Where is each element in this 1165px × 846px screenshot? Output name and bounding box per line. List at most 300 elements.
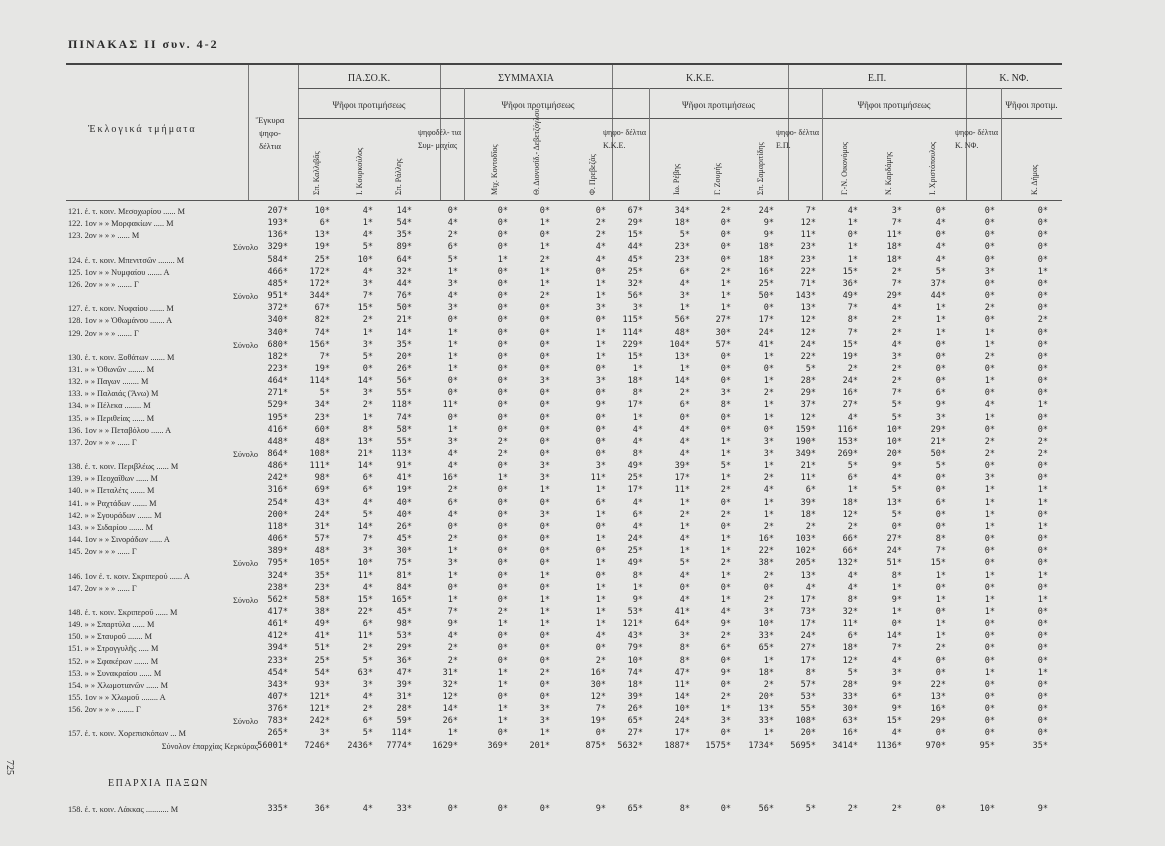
vote-cell: 0*	[1037, 254, 1048, 265]
vote-cell: 1887*	[664, 740, 690, 751]
vote-cell: 0*	[497, 230, 508, 241]
vote-cell: 69*	[314, 485, 330, 496]
vote-cell: 11*	[590, 473, 606, 484]
vote-cell: 35*	[396, 230, 412, 241]
vote-cell: 680*	[267, 339, 288, 350]
party-ballots-header: ψηφοδέλ- τια Συμ- μαχίας	[418, 128, 462, 150]
vote-cell: 529*	[267, 400, 288, 411]
vote-cell: 18*	[758, 667, 774, 678]
vote-cell: 0*	[984, 218, 995, 229]
vote-cell: 4*	[447, 631, 458, 642]
vote-cell: 2*	[891, 376, 902, 387]
vote-cell: 3*	[539, 704, 550, 715]
vote-cell: 4*	[362, 804, 373, 814]
vote-cell: 0*	[497, 643, 508, 654]
vote-cell: 14*	[674, 692, 690, 702]
vote-cell: 7*	[935, 546, 946, 557]
vote-cell: 2*	[984, 449, 995, 459]
vote-cell: 0*	[539, 388, 550, 399]
vote-cell: 0*	[595, 570, 606, 581]
vote-cell: 0*	[539, 692, 550, 702]
subtotal-label: Σύνολο	[232, 292, 258, 302]
vote-cell: 7*	[319, 351, 330, 362]
vote-cell: 24*	[758, 206, 774, 216]
vote-cell: 0*	[1037, 704, 1048, 715]
vote-cell: 316*	[267, 485, 288, 496]
vote-cell: 416*	[267, 424, 288, 435]
vote-cell: 1*	[720, 473, 731, 484]
vote-cell: 24*	[800, 631, 816, 642]
vote-cell: 0*	[595, 643, 606, 654]
table-row	[0, 425, 1165, 436]
vote-cell: 37*	[930, 278, 946, 289]
vote-cell: 0*	[1037, 351, 1048, 362]
vote-cell: 19*	[314, 363, 330, 374]
vote-cell: 0*	[497, 376, 508, 387]
vote-cell: 2*	[720, 558, 731, 569]
vote-cell: 5632*	[617, 740, 643, 751]
vote-cell: 0*	[935, 339, 946, 350]
vote-cell: 0*	[497, 804, 508, 814]
precinct-label: 137. 2ον » » » ...... Γ	[68, 437, 137, 447]
vote-cell: 0*	[935, 376, 946, 387]
vote-cell: 4*	[632, 424, 643, 435]
party-name: Ε.Π.	[867, 73, 887, 84]
vote-cell: 8*	[891, 570, 902, 581]
precinct-label: 149. » » Σπαρτύλα ...... Μ	[68, 620, 155, 630]
vote-cell: 19*	[396, 485, 412, 496]
vote-cell: 0*	[1037, 327, 1048, 338]
party-name: ΣΥΜΜΑΧΙΑ	[498, 73, 554, 84]
vote-cell: 0*	[984, 619, 995, 630]
vote-cell: 0*	[539, 436, 550, 447]
vote-cell: 60*	[314, 424, 330, 435]
precinct-label: 134. » » Πέλεκα ........ Μ	[68, 401, 151, 411]
vote-cell: 2*	[847, 363, 858, 374]
table-row	[0, 279, 1165, 290]
vote-cell: 3*	[447, 278, 458, 289]
vote-cell: 0*	[497, 339, 508, 350]
top-rule	[66, 63, 1062, 65]
vote-cell: 26*	[396, 521, 412, 532]
subtotal-label: Σύνολον ἐπαρχίας Κερκύρας	[161, 741, 258, 751]
vote-cell: 3*	[362, 278, 373, 289]
vote-cell: 13*	[800, 570, 816, 581]
vote-cell: 2*	[362, 704, 373, 715]
vote-cell: 45*	[627, 254, 643, 265]
vote-cell: 15*	[357, 303, 373, 314]
vote-cell: 98*	[314, 473, 330, 484]
vote-cell: 2*	[447, 643, 458, 654]
vote-cell: 8*	[679, 804, 690, 814]
vote-cell: 7774*	[386, 740, 412, 751]
vote-cell: 53*	[800, 692, 816, 702]
vote-cell: 0*	[447, 521, 458, 532]
vote-cell: 1*	[935, 619, 946, 630]
vote-cell: 1*	[595, 534, 606, 545]
vote-cell: 1*	[763, 412, 774, 423]
party-name: Κ. ΝΦ.	[999, 73, 1029, 84]
vote-cell: 108*	[309, 449, 330, 459]
precinct-label: 121. ἐ. τ. κοιν. Μεσοχωρίου ...... Μ	[68, 207, 186, 216]
vote-cell: 3*	[891, 206, 902, 216]
vote-cell: 49*	[627, 461, 643, 472]
vote-cell: 0*	[763, 363, 774, 374]
vote-cell: 2*	[763, 594, 774, 605]
vote-cell: 2*	[1037, 436, 1048, 447]
precinct-label: 128. 1ον » » Ὀθωμάνου ....... Α	[68, 316, 173, 326]
vote-cell: 12*	[442, 692, 458, 702]
vote-cell: 14*	[886, 631, 902, 642]
vote-cell: 39*	[627, 692, 643, 702]
vote-cell: 9*	[891, 704, 902, 715]
vote-cell: 26*	[627, 704, 643, 715]
vote-cell: 0*	[984, 242, 995, 253]
vote-cell: 28*	[396, 704, 412, 715]
vote-cell: 1*	[720, 570, 731, 581]
precinct-label: 131. » » Ὀθωνῶν ........ Μ	[68, 364, 155, 374]
vote-cell: 4*	[847, 570, 858, 581]
vote-cell: 0*	[984, 728, 995, 739]
vote-cell: 8*	[847, 315, 858, 326]
vote-cell: 0*	[447, 206, 458, 216]
preference-votes-header: Ψῆφοι προτιμήσεως	[857, 100, 931, 110]
vote-cell: 0*	[984, 291, 995, 302]
precinct-label: 155. 1ον » » Χλωμοῦ ........ Α	[68, 693, 166, 702]
vote-cell: 33*	[842, 692, 858, 702]
vote-cell: 0*	[720, 376, 731, 387]
vote-cell: 0*	[539, 558, 550, 569]
vote-cell: 9*	[935, 400, 946, 411]
vote-cell: 3*	[679, 631, 690, 642]
vote-cell: 0*	[935, 804, 946, 814]
vote-cell: 0*	[497, 558, 508, 569]
vote-cell: 172*	[309, 278, 330, 289]
vote-cell: 340*	[267, 327, 288, 338]
table-row	[0, 437, 1165, 448]
vote-cell: 1*	[984, 521, 995, 532]
table-row	[0, 510, 1165, 521]
vote-cell: 407*	[267, 692, 288, 702]
vote-cell: 35*	[1032, 740, 1048, 751]
vote-cell: 13*	[800, 303, 816, 314]
vote-cell: 0*	[935, 509, 946, 520]
vote-cell: 0*	[497, 351, 508, 362]
vote-cell: 2*	[891, 315, 902, 326]
vote-cell: 103*	[795, 534, 816, 545]
vote-cell: 254*	[267, 497, 288, 508]
vote-cell: 23*	[800, 242, 816, 253]
vote-cell: 115*	[622, 315, 643, 326]
vote-cell: 1*	[935, 327, 946, 338]
vote-cell: 0*	[984, 692, 995, 702]
vote-cell: 63*	[842, 716, 858, 727]
precinct-label: 154. » » Χλωμοτιανῶν ...... Μ	[68, 680, 168, 690]
vote-cell: 0*	[539, 412, 550, 423]
vote-cell: 9*	[595, 400, 606, 411]
vote-cell: 104*	[669, 339, 690, 350]
vote-cell: 57*	[800, 679, 816, 690]
vote-cell: 1*	[935, 303, 946, 314]
vote-cell: 3*	[720, 388, 731, 399]
vote-cell: 7*	[805, 206, 816, 216]
vote-cell: 4*	[679, 594, 690, 605]
vote-cell: 0*	[1037, 606, 1048, 617]
vote-cell: 4*	[632, 436, 643, 447]
vote-cell: 5*	[891, 400, 902, 411]
vote-cell: 1*	[720, 704, 731, 715]
vote-cell: 4*	[891, 339, 902, 350]
vote-cell: 11*	[842, 619, 858, 630]
vote-cell: 0*	[720, 363, 731, 374]
vote-cell: 2*	[595, 230, 606, 241]
vote-cell: 1*	[447, 351, 458, 362]
vote-cell: 0*	[720, 728, 731, 739]
vote-cell: 10*	[886, 424, 902, 435]
vote-cell: 17*	[800, 594, 816, 605]
vote-cell: 18*	[886, 242, 902, 253]
vote-cell: 18*	[758, 242, 774, 253]
precinct-label: 143. » » Σιδαρίου ....... Μ	[68, 522, 154, 532]
vote-cell: 20*	[758, 692, 774, 702]
vote-cell: 5*	[720, 461, 731, 472]
vote-cell: 2*	[720, 631, 731, 642]
vote-cell: 17*	[800, 655, 816, 666]
vote-cell: 8*	[632, 570, 643, 581]
table-row	[0, 607, 1165, 618]
vote-cell: 238*	[267, 582, 288, 593]
vote-cell: 3*	[763, 436, 774, 447]
vote-cell: 0*	[935, 606, 946, 617]
subtotal-label: Σύνολο	[232, 450, 258, 459]
vote-cell: 17*	[800, 619, 816, 630]
vote-cell: 13*	[758, 704, 774, 715]
table-row	[0, 485, 1165, 496]
vote-cell: 44*	[930, 291, 946, 302]
vote-cell: 32*	[627, 278, 643, 289]
vote-cell: 1*	[984, 485, 995, 496]
vote-cell: 5*	[891, 509, 902, 520]
vote-cell: 48*	[674, 327, 690, 338]
vote-cell: 0*	[447, 315, 458, 326]
vote-cell: 15*	[842, 266, 858, 277]
vote-cell: 113*	[391, 449, 412, 459]
vote-cell: 12*	[800, 315, 816, 326]
vote-cell: 5*	[319, 388, 330, 399]
vote-cell: 40*	[396, 509, 412, 520]
vote-cell: 8*	[679, 655, 690, 666]
vote-cell: 15*	[627, 351, 643, 362]
vote-cell: 0*	[447, 412, 458, 423]
vote-cell: 6*	[319, 218, 330, 229]
vote-cell: 56001*	[257, 740, 288, 751]
vote-cell: 0*	[720, 242, 731, 253]
vote-cell: 1*	[447, 546, 458, 557]
vote-cell: 2*	[720, 266, 731, 277]
vote-cell: 1*	[847, 485, 858, 496]
vote-cell: 13*	[930, 692, 946, 702]
vote-cell: 105*	[309, 558, 330, 569]
subtotal-label: Σύνολο	[232, 595, 258, 605]
vote-cell: 58*	[314, 594, 330, 605]
vote-cell: 2*	[763, 570, 774, 581]
vote-cell: 3*	[891, 351, 902, 362]
vote-cell: 172*	[309, 266, 330, 277]
vote-cell: 24*	[886, 546, 902, 557]
vote-cell: 0*	[497, 278, 508, 289]
vote-cell: 0*	[1037, 242, 1048, 253]
vote-cell: 2*	[679, 509, 690, 520]
vote-cell: 0*	[595, 728, 606, 739]
vote-cell: 0*	[1037, 534, 1048, 545]
vote-cell: 10*	[979, 804, 995, 814]
vote-cell: 5*	[847, 667, 858, 678]
vote-cell: 207*	[267, 206, 288, 216]
vote-cell: 74*	[314, 327, 330, 338]
vote-cell: 2*	[539, 667, 550, 678]
vote-cell: 12*	[842, 655, 858, 666]
vote-cell: 223*	[267, 363, 288, 374]
vote-cell: 10*	[627, 655, 643, 666]
vote-cell: 4*	[847, 206, 858, 216]
vote-cell: 0*	[984, 546, 995, 557]
vote-cell: 4*	[595, 254, 606, 265]
vote-cell: 1*	[984, 606, 995, 617]
vote-cell: 242*	[309, 716, 330, 727]
vote-cell: 8*	[720, 400, 731, 411]
vote-cell: 65*	[758, 643, 774, 654]
vote-cell: 8*	[805, 667, 816, 678]
vote-cell: 0*	[539, 363, 550, 374]
vote-cell: 64*	[674, 619, 690, 630]
vote-cell: 486*	[267, 461, 288, 472]
vote-cell: 0*	[984, 643, 995, 654]
precinct-label: 147. 2ον » » » ...... Γ	[68, 583, 137, 593]
vote-cell: 1*	[1037, 266, 1048, 277]
vote-cell: 26*	[442, 716, 458, 727]
vote-cell: 1*	[891, 582, 902, 593]
vote-cell: 64*	[396, 254, 412, 265]
vote-cell: 1*	[984, 570, 995, 581]
vote-cell: 11*	[674, 485, 690, 496]
vote-cell: 1*	[935, 315, 946, 326]
vote-cell: 6*	[632, 509, 643, 520]
vote-cell: 1*	[763, 497, 774, 508]
vote-cell: 8*	[632, 388, 643, 399]
vote-cell: 1*	[763, 461, 774, 472]
precinct-label: 129. 2ον » » » ....... Γ	[68, 328, 139, 338]
vote-cell: 875*	[585, 740, 606, 751]
vote-cell: 485*	[267, 278, 288, 289]
precinct-label: 151. » » Στρογγυλῆς ..... Μ	[68, 644, 159, 654]
vote-cell: 3*	[539, 716, 550, 727]
column-divider	[248, 65, 249, 200]
vote-cell: 4*	[935, 218, 946, 229]
vote-cell: 0*	[497, 218, 508, 229]
vote-cell: 0*	[447, 376, 458, 387]
vote-cell: 1136*	[876, 740, 902, 751]
vote-cell: 12*	[800, 412, 816, 423]
vote-cell: 2*	[847, 521, 858, 532]
vote-cell: 65*	[627, 804, 643, 814]
vote-cell: 22*	[758, 546, 774, 557]
vote-cell: 2436*	[347, 740, 373, 751]
vote-cell: 0*	[362, 363, 373, 374]
vote-cell: 1*	[763, 655, 774, 666]
vote-cell: 8*	[632, 449, 643, 459]
vote-cell: 2*	[984, 303, 995, 314]
vote-cell: 16*	[758, 266, 774, 277]
vote-cell: 56*	[674, 315, 690, 326]
vote-cell: 49*	[842, 291, 858, 302]
vote-cell: 951*	[267, 291, 288, 302]
vote-cell: 1*	[539, 619, 550, 630]
vote-cell: 56*	[758, 804, 774, 814]
vote-cell: 50*	[930, 449, 946, 459]
candidate-name: Θ. Διονυσίδ.- Δεβετζόγλου	[532, 108, 541, 195]
vote-cell: 54*	[396, 218, 412, 229]
vote-cell: 67*	[314, 303, 330, 314]
vote-cell: 27*	[715, 315, 731, 326]
table-row	[0, 741, 1165, 752]
vote-cell: 562*	[267, 594, 288, 605]
vote-cell: 1*	[595, 351, 606, 362]
vote-cell: 2*	[891, 327, 902, 338]
vote-cell: 4*	[805, 582, 816, 593]
vote-cell: 1*	[497, 473, 508, 484]
vote-cell: 1*	[497, 619, 508, 630]
vote-cell: 1*	[595, 558, 606, 569]
vote-cell: 11*	[800, 473, 816, 484]
vote-cell: 4*	[720, 606, 731, 617]
vote-cell: 335*	[267, 804, 288, 814]
vote-cell: 16*	[442, 473, 458, 484]
vote-cell: 0*	[720, 412, 731, 423]
table-row	[0, 716, 1165, 727]
vote-cell: 56*	[627, 291, 643, 302]
vote-cell: 0*	[720, 351, 731, 362]
vote-cell: 9*	[763, 230, 774, 241]
vote-cell: 0*	[720, 424, 731, 435]
vote-cell: 4*	[447, 291, 458, 302]
vote-cell: 27*	[842, 400, 858, 411]
vote-cell: 0*	[984, 254, 995, 265]
vote-cell: 10*	[314, 206, 330, 216]
vote-cell: 0*	[1037, 461, 1048, 472]
vote-cell: 25*	[627, 266, 643, 277]
vote-cell: 6*	[847, 631, 858, 642]
vote-cell: 1*	[935, 594, 946, 605]
vote-cell: 0*	[935, 655, 946, 666]
vote-cell: 25*	[627, 473, 643, 484]
vote-cell: 6*	[679, 266, 690, 277]
vote-cell: 11*	[357, 631, 373, 642]
vote-cell: 229*	[622, 339, 643, 350]
vote-cell: 0*	[1037, 716, 1048, 727]
vote-cell: 4*	[763, 485, 774, 496]
vote-cell: 412*	[267, 631, 288, 642]
vote-cell: 30*	[590, 679, 606, 690]
vote-cell: 1*	[679, 363, 690, 374]
vote-cell: 55*	[396, 436, 412, 447]
vote-cell: 21*	[357, 449, 373, 459]
vote-cell: 0*	[497, 315, 508, 326]
vote-cell: 10*	[886, 436, 902, 447]
vote-cell: 3*	[447, 558, 458, 569]
vote-cell: 24*	[627, 534, 643, 545]
vote-cell: 1*	[539, 570, 550, 581]
vote-cell: 29*	[627, 218, 643, 229]
